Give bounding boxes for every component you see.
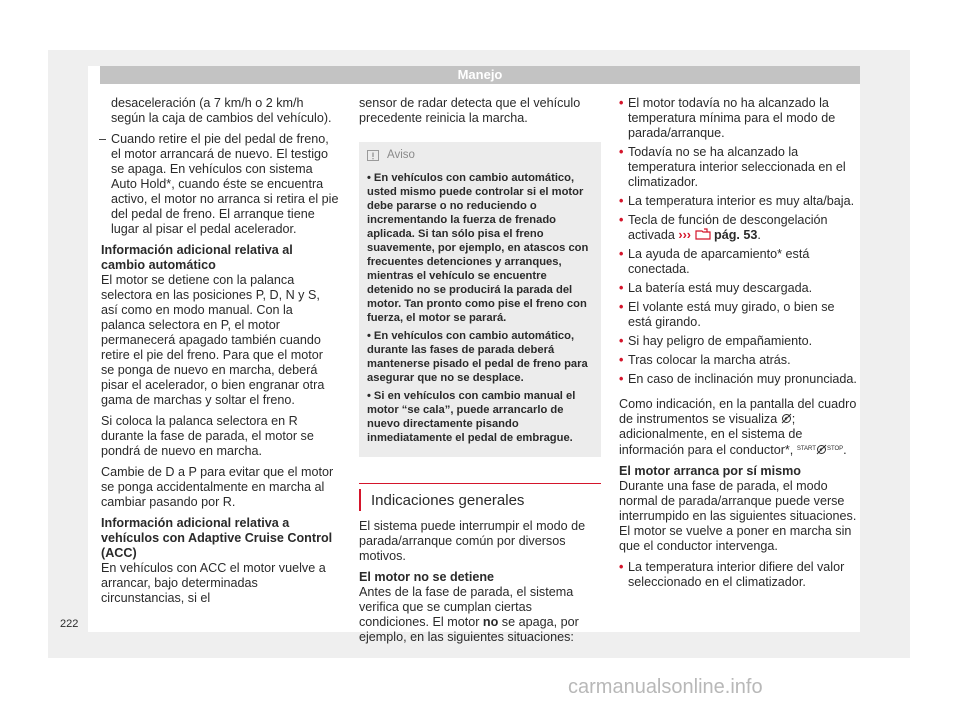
paragraph: El motor se detiene con la palanca selectora en las posiciones P, D, N y S, así como en modo manual. Con la palanca selectora en P, el motor permanecerá apagado también cuando retire el pie del freno. Para que el motor se ponga de nuevo en marcha, deberá pisar el acelerador, o bien engranar otra gama de marchas y soltar el freno. bbox=[101, 273, 325, 407]
bullet-icon: • bbox=[367, 330, 371, 342]
bullet-icon: • bbox=[619, 247, 624, 261]
subheading-auto-start: El motor arranca por sí mismo bbox=[619, 464, 801, 478]
bullet-icon: • bbox=[619, 194, 624, 208]
stop-label: STOP bbox=[826, 446, 844, 452]
paragraph: Antes de la fase de parada, el sistema verifica que se cumplan ciertas condiciones. El motor no se apaga, por ejemplo, en las siguientes situaciones: bbox=[359, 585, 579, 644]
list-item: • La batería está muy descargada. bbox=[619, 281, 813, 295]
list-item: • El motor todavía no ha alcanzado la temperatura mínima para el modo de parada/arranque. bbox=[619, 96, 836, 140]
bullet-icon: • bbox=[619, 145, 624, 159]
aviso-header bbox=[367, 148, 593, 163]
bullet-icon: • bbox=[619, 372, 624, 386]
dash-mark: – bbox=[99, 132, 107, 146]
bullet-icon: • bbox=[619, 300, 624, 314]
paragraph: En vehículos con ACC el motor vuelve a arrancar, bajo determinadas circunstancias, si el bbox=[101, 561, 326, 605]
bullet-icon: • bbox=[619, 96, 624, 110]
section-title-row bbox=[359, 489, 601, 511]
paragraph: Si coloca la palanca selectora en R durante la fase de parada, el motor se pondrá de nuevo en marcha. bbox=[101, 414, 314, 458]
bullet-icon: • bbox=[619, 353, 624, 367]
bullet-icon: • bbox=[619, 213, 624, 227]
section-title: Indicaciones generales bbox=[371, 491, 525, 509]
column-2 bbox=[359, 96, 601, 651]
section-accent-bar bbox=[359, 489, 361, 511]
list-item: • Si hay peligro de empañamiento. bbox=[619, 334, 813, 348]
dash-text: Cuando retire el pie del pedal de freno, el motor arrancará de nuevo. El testigo se apaga. En vehículos con sistema Auto Hold*, cuando éste se encuentra activo, el motor no arranca si retira el pie del pedal de freno. El arranque tiene lugar al pisar el pedal acelerador. bbox=[111, 132, 339, 236]
paragraph: El sistema puede interrumpir el modo de parada/arranque común por diversos motivos. bbox=[359, 519, 586, 563]
start-stop-off-icon bbox=[816, 444, 827, 455]
start-stop-off-icon bbox=[781, 413, 792, 424]
list-item: • Tras colocar la marcha atrás. bbox=[619, 353, 791, 367]
dash-item bbox=[101, 132, 339, 237]
bullet-icon: • bbox=[367, 172, 371, 184]
paragraph: Como indicación, en la pantalla del cuadro de instrumentos se visualiza ; adicionalmente, en el sistema de información para el conductor*, $^{START}$ $^{STOP}$. bbox=[619, 397, 857, 457]
warning-icon bbox=[367, 150, 379, 161]
book-reference-icon[interactable] bbox=[695, 228, 711, 240]
start-label: START bbox=[796, 446, 816, 452]
list-item: • La ayuda de aparcamiento* está conectada. bbox=[619, 247, 810, 276]
aviso-item: • En vehículos con cambio automático, durante las fases de parada deberá mantenerse pisado el pedal de freno para asegurar que no se desplace. bbox=[367, 330, 588, 384]
subheading-acc: Información adicional relativa a vehículos con Adaptive Cruise Control (ACC) bbox=[101, 516, 333, 560]
list-item: • La temperatura interior es muy alta/baja. bbox=[619, 194, 855, 208]
aviso-item: • En vehículos con cambio automático, usted mismo puede controlar si el motor debe pararse o no reduciendo o incrementando la fuerza de frenado aplicada. Si tan sólo pisa el freno suavemente, por ejemplo, en atascos con frecuentes detenciones y arranques, mientras el vehículo se encuentre detenido no se producirá la parada del motor. Tan pronto como pise el freno con fuerza, el motor se parará. bbox=[367, 172, 589, 324]
page-reference[interactable]: pág. 53 bbox=[714, 228, 758, 242]
paragraph: sensor de radar detecta que el vehículo precedente reinicia la marcha. bbox=[359, 96, 581, 125]
aviso-item: • Si en vehículos con cambio manual el motor “se cala”, puede arrancarlo de nuevo directamente pisando inmediatamente el pedal de embrague. bbox=[367, 390, 576, 444]
list-item: • Todavía no se ha alcanzado la temperatura interior seleccionada en el climatizador. bbox=[619, 145, 846, 189]
list-item-with-reference: • Tecla de función de descongelación activada ››› pág. 53. bbox=[619, 213, 828, 242]
paragraph: Durante una fase de parada, el modo normal de parada/arranque puede verse interrumpido en las siguientes situaciones. El motor se vuelve a poner en marcha sin que el conductor intervenga. bbox=[619, 479, 857, 553]
section-underline bbox=[359, 483, 601, 484]
column-3 bbox=[619, 96, 859, 594]
bullet-icon: • bbox=[619, 560, 624, 574]
section-header: Manejo bbox=[100, 66, 860, 84]
column-1 bbox=[101, 96, 339, 612]
bullet-icon: • bbox=[367, 390, 371, 402]
reference-arrow[interactable]: ››› bbox=[678, 228, 692, 242]
watermark: carmanualsonline.info bbox=[568, 676, 763, 698]
list-item: • La temperatura interior difiere del valor seleccionado en el climatizador. bbox=[619, 560, 845, 589]
list-item: • El volante está muy girado, o bien se está girando. bbox=[619, 300, 835, 329]
page-number: 222 bbox=[60, 618, 79, 630]
aviso-title: Aviso bbox=[387, 149, 415, 161]
paragraph: Cambie de D a P para evitar que el motor se ponga accidentalmente en marcha al cambiar pasando por R. bbox=[101, 465, 334, 509]
bullet-icon: • bbox=[619, 334, 624, 348]
subheading-automatic: Información adicional relativa al cambio automático bbox=[101, 243, 293, 272]
paragraph: desaceleración (a 7 km/h o 2 km/h según la caja de cambios del vehículo). bbox=[111, 96, 332, 125]
bullet-icon: • bbox=[619, 281, 624, 295]
list-item: • En caso de inclinación muy pronunciada. bbox=[619, 372, 857, 386]
subheading-no-stop: El motor no se detiene bbox=[359, 570, 495, 584]
aviso-box bbox=[359, 142, 601, 457]
